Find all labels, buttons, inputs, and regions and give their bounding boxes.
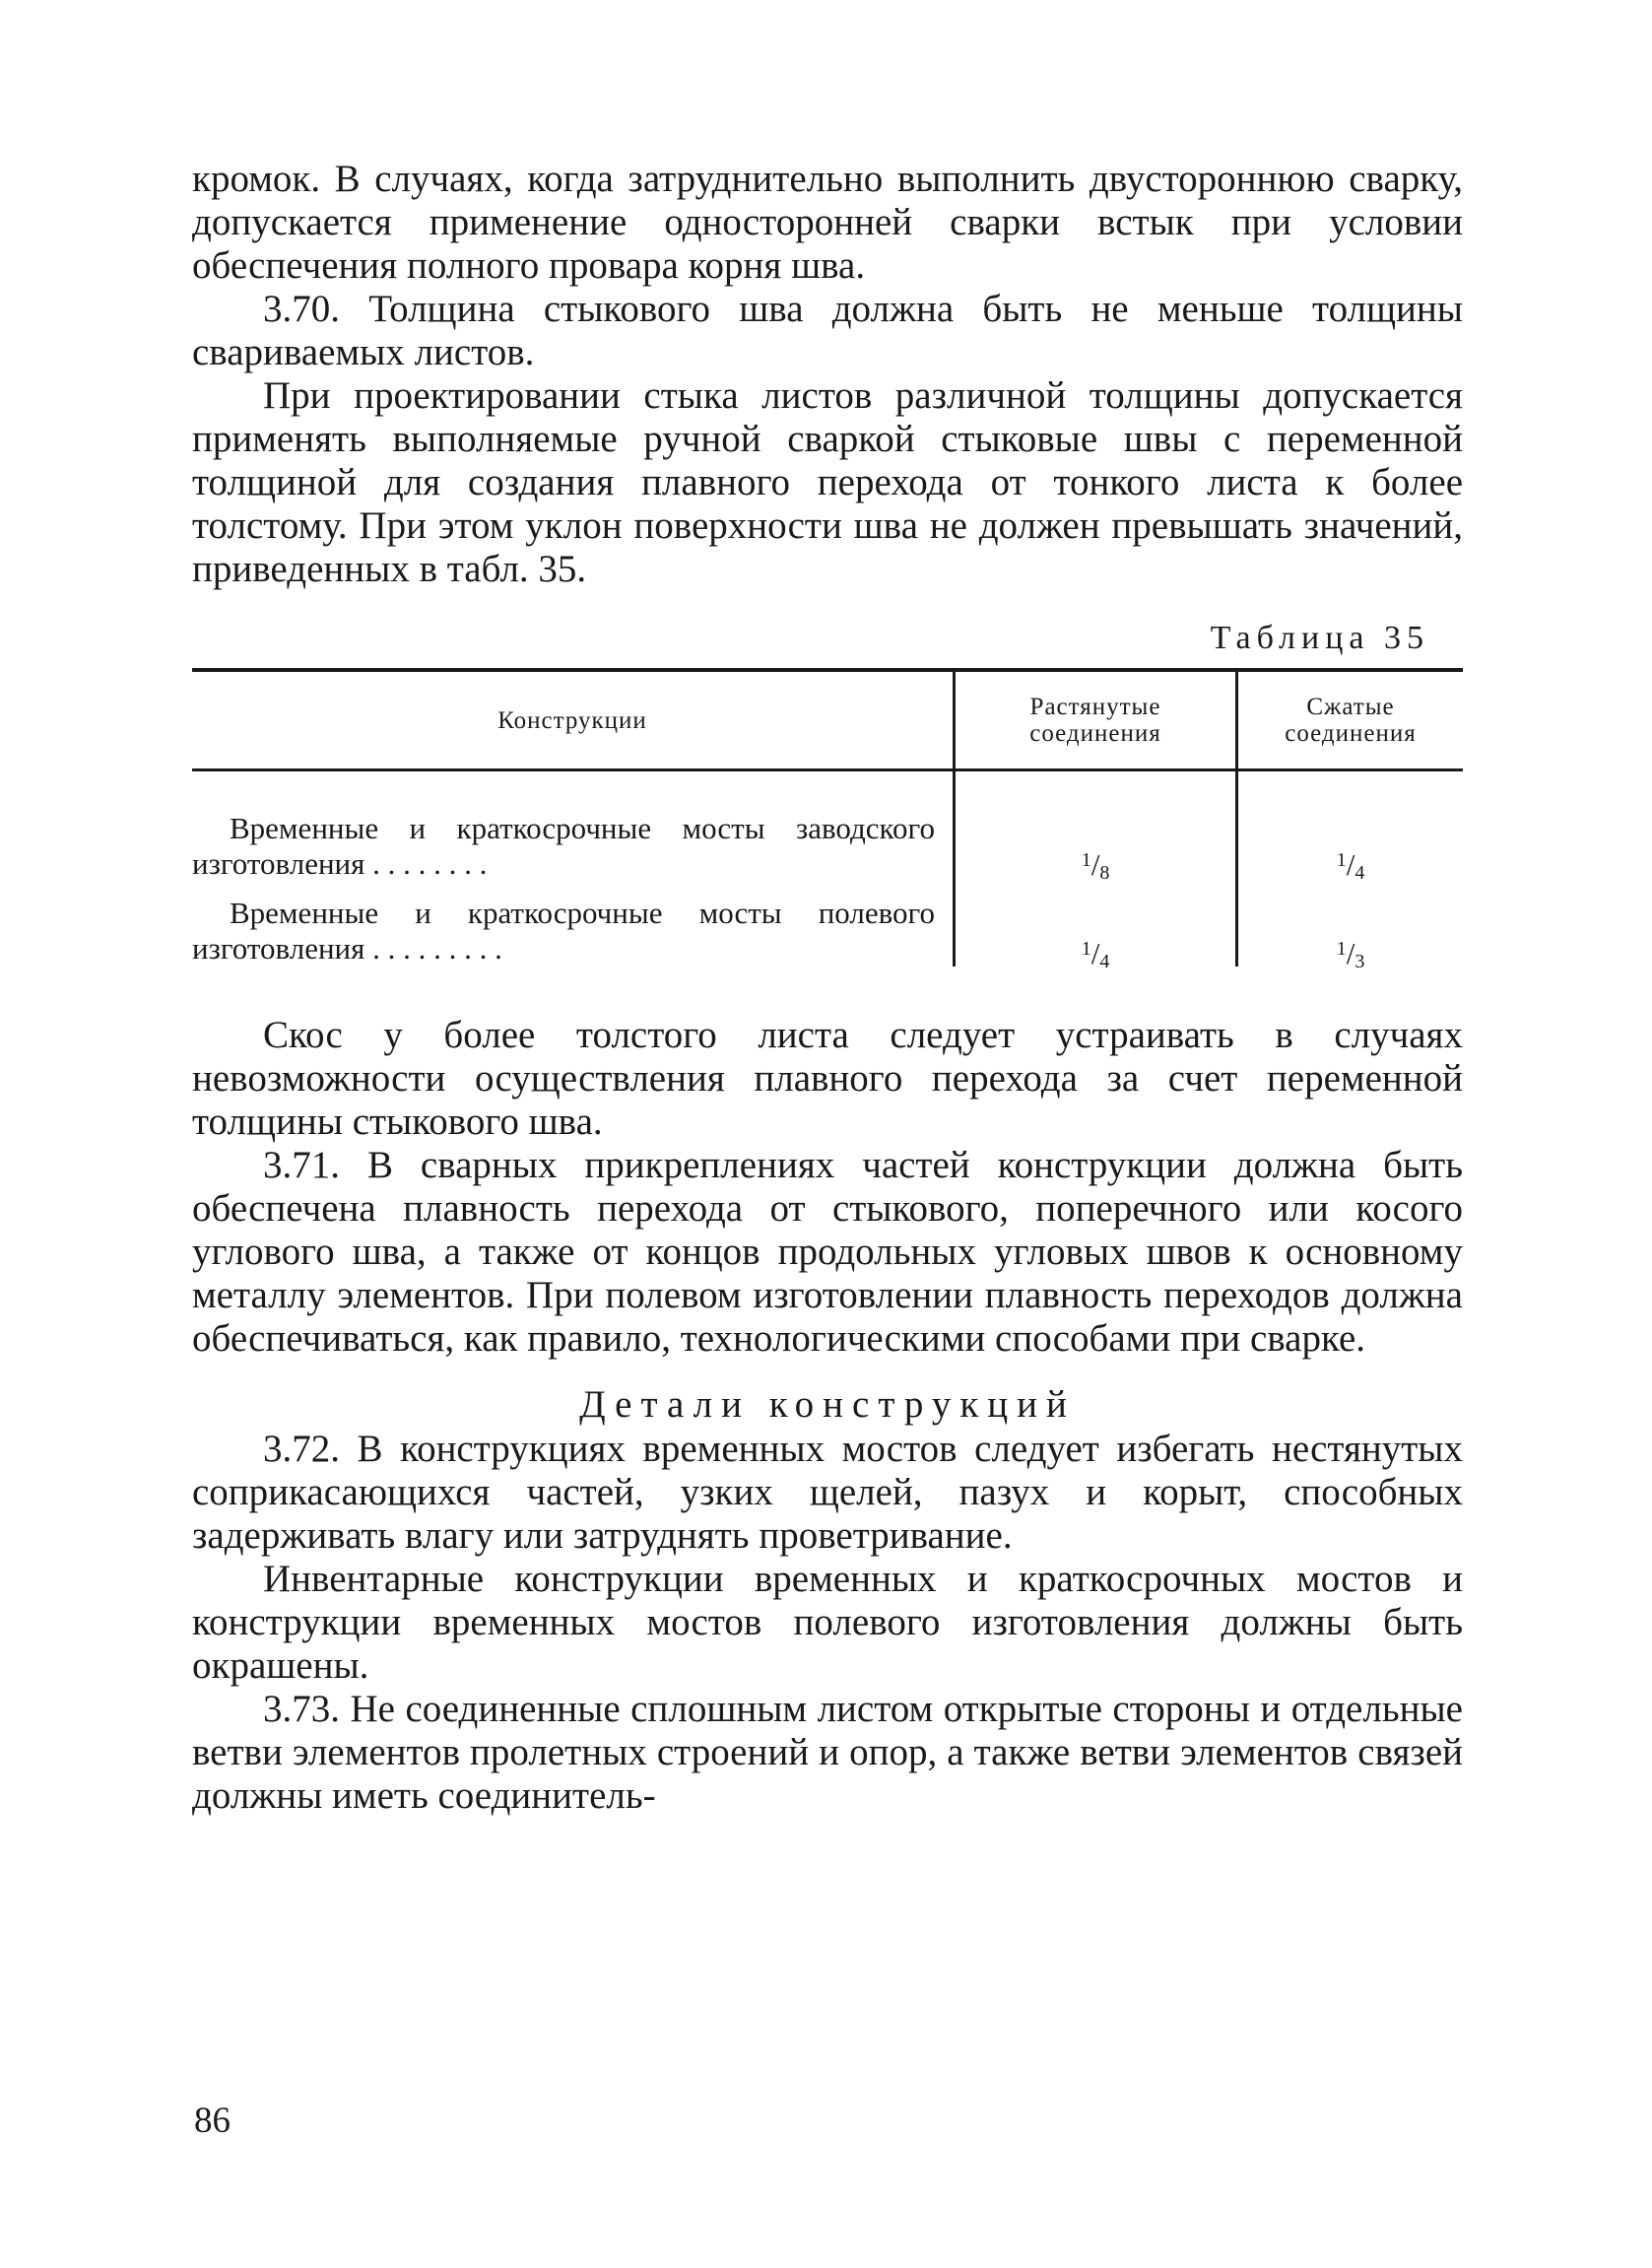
page-number: 86 — [194, 2101, 231, 2141]
paragraph: кромок. В случаях, когда затруднительно выполнить двустороннюю сварку, допускается применение односторонней сварки встык при условии обеспечения полного провара корня шва. — [192, 158, 1463, 287]
paragraph-3-71: 3.71. В сварных прикреплениях частей конструкции должна быть обеспечена плавность перехода от стыкового, поперечного или косого углового шва, а также от концов продольных угловых швов к основному металлу элементов. При полевом изготовлении плавность переходов должна обеспечиваться, как правило, технологическими способами при сварке. — [192, 1144, 1463, 1360]
text-after-table — [192, 1014, 1463, 1361]
table-header-row — [192, 670, 1463, 770]
paragraph: Скос у более толстого листа следует устраивать в случаях невозможности осуществления плавного перехода за счет переменной толщины стыкового шва. — [192, 1014, 1463, 1143]
header-compression: Сжатые соединения — [1237, 670, 1464, 770]
table-caption: Таблица 35 — [1210, 620, 1429, 656]
paragraph: При проектировании стыка листов различной толщины допускается применять выполняемые ручной сваркой стыковые швы с переменной толщиной для создания плавного перехода от тонкого листа к более толстому. При этом уклон поверхности шва не должен превышать значений, приведенных в табл. 35. — [192, 374, 1463, 590]
compression-value: $^1/_4$ — [1336, 847, 1365, 884]
header-construction: Конструкции — [192, 670, 955, 770]
construction-cell — [192, 770, 955, 967]
compression-cell — [1237, 770, 1464, 972]
document-page — [192, 158, 1463, 1818]
paragraph: Инвентарные конструкции временных и краткосрочных мостов и конструкции временных мостов полевого изготовления должны быть окрашены. — [192, 1558, 1463, 1687]
tension-value: $^1/_4$ — [1081, 936, 1110, 972]
paragraph-3-72: 3.72. В конструкциях временных мостов следует избегать нестянутых соприкасающихся частей, узких щелей, пазух и корыт, способных задерживать влагу или затруднять проветривание. — [192, 1428, 1463, 1557]
tension-value: $^1/_8$ — [1081, 847, 1110, 884]
table-35 — [192, 668, 1463, 972]
paragraph-3-70: 3.70. Толщина стыкового шва должна быть не меньше толщины свариваемых листов. — [192, 288, 1463, 373]
row-label: Временные и краткосрочные мосты заводского изготовления . . . . . . . . — [192, 811, 935, 881]
section-heading: Детали конструкций — [579, 1383, 1076, 1426]
compression-value: $^1/_3$ — [1336, 936, 1365, 972]
row-label: Временные и краткосрочные мосты полевого изготовления . . . . . . . . . — [192, 896, 935, 966]
header-tension: Растянутые соединения — [955, 670, 1237, 770]
table-row — [192, 770, 1463, 967]
tension-cell — [955, 770, 1237, 972]
paragraph-3-73: 3.73. Не соединенные сплошным листом открытые стороны и отдельные ветви элементов пролетных строений и опор, а также ветви элементов связей должны иметь соединитель- — [192, 1688, 1463, 1817]
